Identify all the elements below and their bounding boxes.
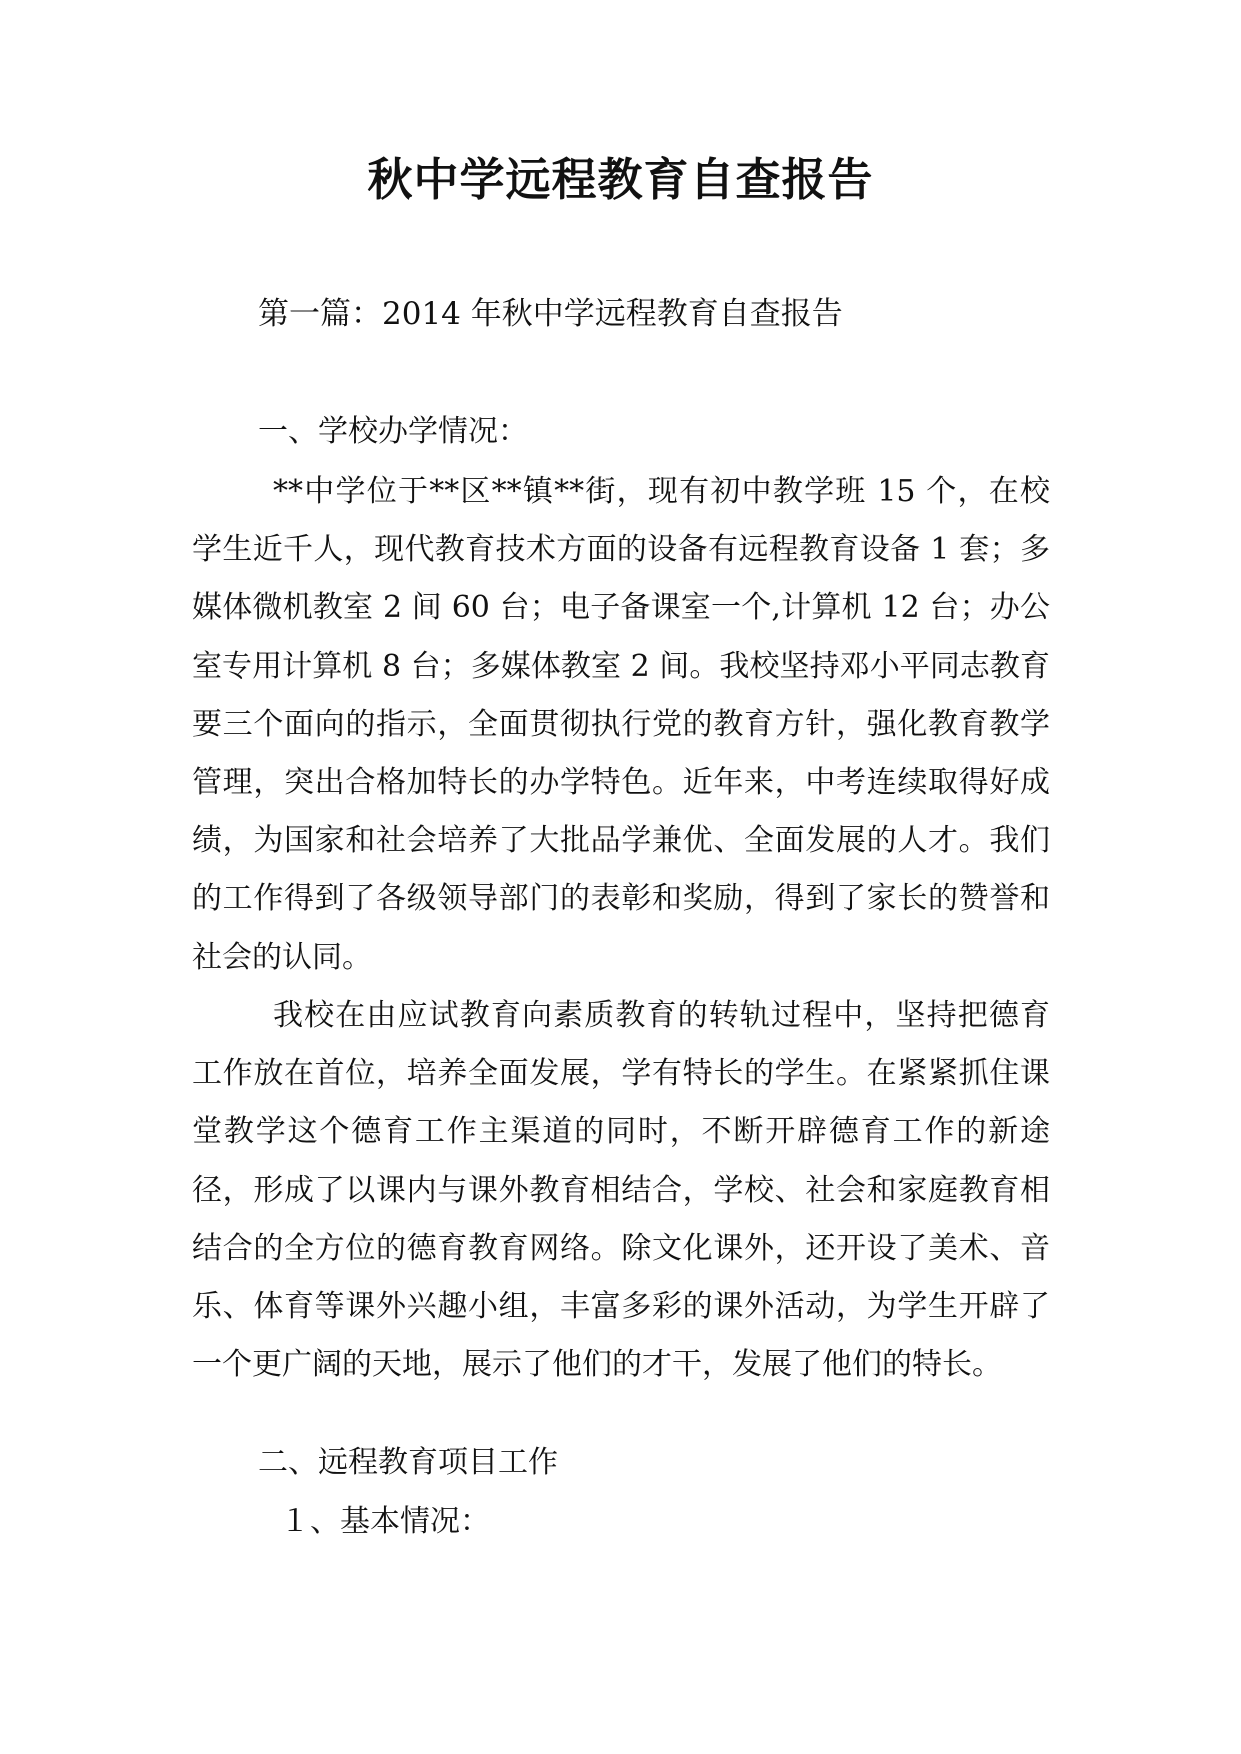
section-heading-school-status: 一、学校办学情况： (258, 414, 528, 449)
paragraph-moral-education: 我校在由应试教育向素质教育的转轨过程中，坚持把德育工作放在首位，培养全面发展，学有特长的学生。在紧紧抓住课堂教学这个德育工作主渠道的同时，不断开辟德育工作的新途径，形成了以课内与课外教育相结合，学校、社会和家庭教育相结合的全方位的德育教育网络。除文化课外，还开设了美术、音乐、体育等课外兴趣小组，丰富多彩的课外活动，为学生开辟了一个更广阔的天地，展示了他们的才干，发展了他们的特长。 (192, 998, 1050, 1383)
paragraph-school-facilities: **中学位于**区**镇**街，现有初中教学班 15 个，在校学生近千人，现代教育技术方面的设备有远程教育设备 1 套；多媒体微机教室 2 间 60 台；电子备课室一个,计算机 12 台；办公室专用计算机 8 台；多媒体教室 2 间。我校坚持邓小平同志教育要三个面向的指示，全面贯彻执行党的教育方针，强化教育教学管理，突出合格加特长的办学特色。近年来，中考连续取得好成绩，为国家和社会培养了大批品学兼优、全面发展的人才。我们的工作得到了各级领导部门的表彰和奖励，得到了家长的赞誉和社会的认同。 (192, 474, 1050, 975)
document-subtitle: 第一篇：2014 年秋中学远程教育自查报告 (258, 296, 843, 332)
subsection-heading-basic-info: １、基本情况： (280, 1504, 490, 1539)
section-heading-remote-education: 二、远程教育项目工作 (258, 1445, 558, 1480)
document-title: 秋中学远程教育自查报告 (367, 153, 874, 206)
